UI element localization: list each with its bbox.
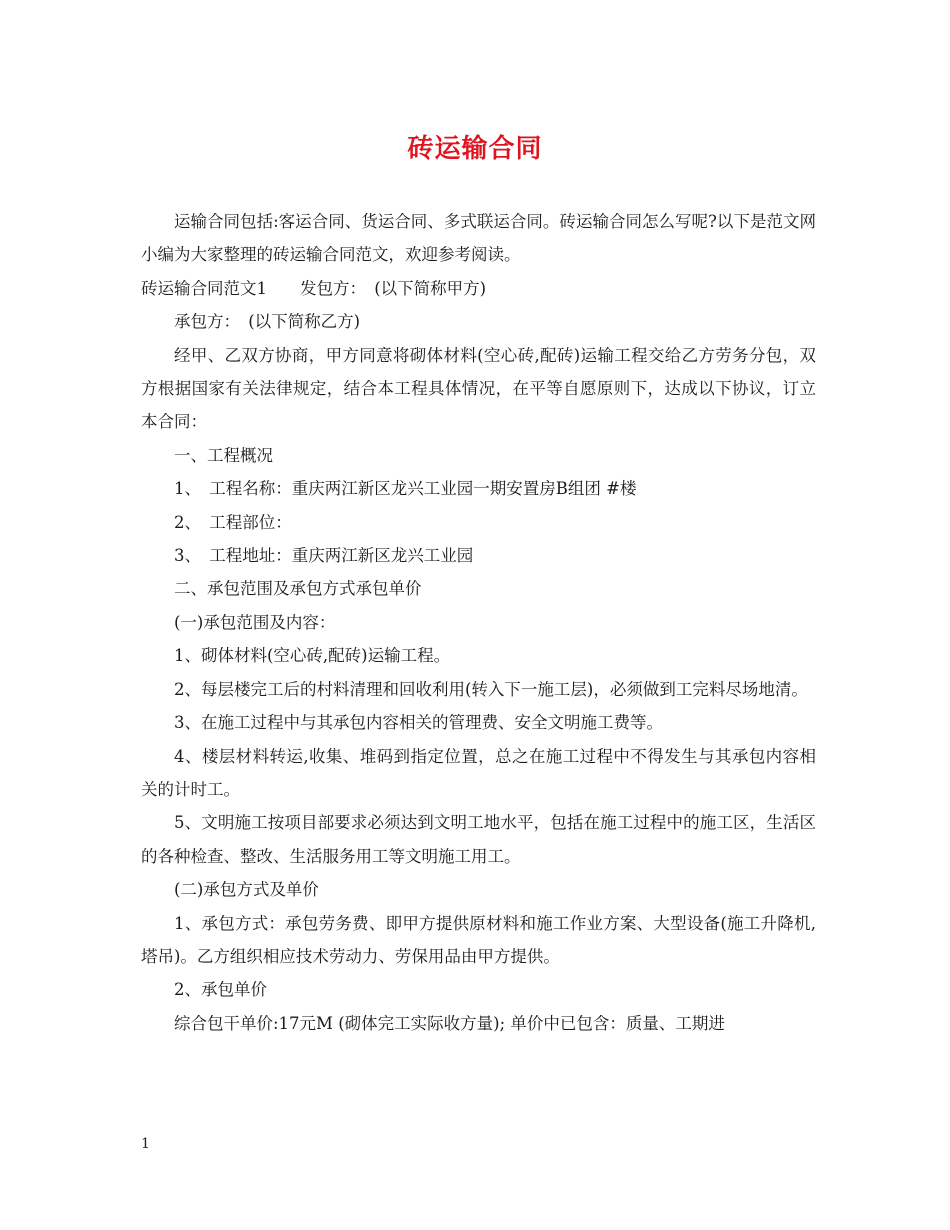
list-item: 2、承包单价: [174, 980, 267, 1000]
list-item: 2、 工程部位：: [174, 512, 292, 532]
paragraph-sample-header: 砖运输合同范文1 发包方： (以下简称甲方): [141, 278, 487, 298]
page-number: 1: [141, 1136, 150, 1152]
section-heading-overview: 一、工程概况: [174, 445, 273, 465]
section-heading-scope: 二、承包范围及承包方式承包单价: [174, 579, 422, 599]
subsection-heading: (二)承包方式及单价: [174, 880, 319, 900]
list-item: 5、文明施工按项目部要求必须达到文明工地水平，包括在施工过程中的施工区，生活区的各种检查、整改、生活服务用工等文明施工用工。: [141, 813, 816, 866]
list-item: 1、承包方式：承包劳务费、即甲方提供原材料和施工作业方案、大型设备(施工升降机,塔吊)。乙方组织相应技术劳动力、劳保用品由甲方提供。: [141, 913, 816, 966]
document-title: 砖运输合同: [407, 134, 543, 164]
paragraph-intro: 运输合同包括:客运合同、货运合同、多式联运合同。砖运输合同怎么写呢?以下是范文网小编为大家整理的砖运输合同范文，欢迎参考阅读。: [141, 212, 816, 265]
paragraph-agreement: 经甲、乙双方协商，甲方同意将砌体材料(空心砖,配砖)运输工程交给乙方劳务分包，双方根据国家有关法律规定，结合本工程具体情况，在平等自愿原则下，达成以下协议，订立本合同：: [141, 345, 816, 432]
list-item: 1、 工程名称：重庆两江新区龙兴工业园一期安置房B组团 #楼: [174, 479, 637, 499]
list-item: 3、在施工过程中与其承包内容相关的管理费、安全文明施工费等。: [174, 713, 663, 733]
list-item: 4、楼层材料转运,收集、堆码到指定位置，总之在施工过程中不得发生与其承包内容相关的计时工。: [141, 746, 816, 799]
document-body: [141, 205, 816, 1040]
list-item: 2、每层楼完工后的村料清理和回收利用(转入下一施工层)，必须做到工完料尽场地清。: [174, 679, 808, 699]
paragraph-unit-price: 综合包干单价:17元M (砌体完工实际收方量); 单价中已包含：质量、工期进: [174, 1013, 725, 1033]
list-item: 3、 工程地址：重庆两江新区龙兴工业园: [174, 546, 474, 566]
paragraph-contractor: 承包方： (以下简称乙方): [174, 312, 361, 332]
list-item: 1、砌体材料(空心砖,配砖)运输工程。: [174, 646, 451, 666]
subsection-heading: (一)承包范围及内容：: [174, 612, 336, 632]
